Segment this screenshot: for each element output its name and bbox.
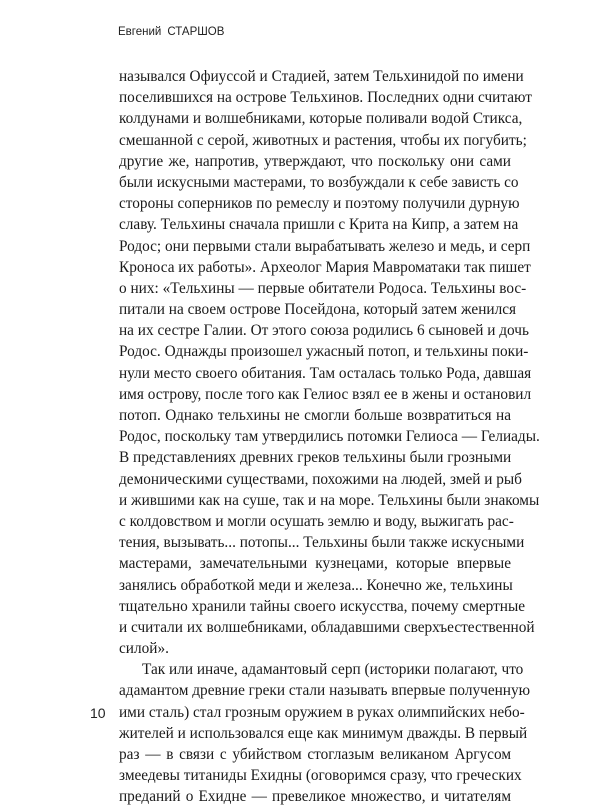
text-line: тщательно хранили тайны своего искусства, почему смертные	[119, 597, 526, 615]
text-line: В представлениях древних греков тельхины были грозными	[119, 449, 512, 467]
text-line: Родос; они первыми стали вырабатывать железо и медь, и серп	[119, 237, 531, 255]
text-line: поселившихся на острове Тельхинов. Последних одни считают	[119, 89, 532, 107]
text-line: и жившими как на суше, так и на море. Тельхины были знакомы	[119, 491, 540, 509]
text-line: колдунами и волшебниками, которые поливали водой Стикса,	[119, 110, 523, 128]
text-line: назывался Офиуссой и Стадией, затем Тельхинидой по имени	[119, 68, 524, 85]
text-line: о них: «Тельхины — первые обитатели Родоса. Тельхины вос-	[119, 279, 527, 297]
text-line: были искусными мастерами, то возбуждали к себе зависть со	[119, 173, 519, 191]
text-line: другие же, напротив, утверждают, что поскольку они сами	[119, 152, 511, 170]
text-line: питали на своем острове Посейдона, который затем женился	[119, 301, 517, 319]
text-line: на их сестре Галии. От этого союза родились 6 сыновей и дочь	[119, 322, 529, 340]
text-line: Так или иначе, адамантовый серп (историки полагают, что	[142, 661, 524, 679]
text-line: и считали их волшебниками, обладавшими сверхъестественной	[119, 618, 535, 636]
author-name: Евгений	[118, 26, 162, 38]
body-text	[119, 66, 540, 808]
text-line: преданий о Ехидне — превеликое множество, и читателям	[119, 788, 511, 806]
text-line: стороны соперников по ремеслу и поэтому получили дурную	[119, 195, 520, 213]
author-surname: СТАРШОВ	[167, 26, 225, 38]
text-line: змеедевы титаниды Ехидны (оговоримся сразу, что греческих	[119, 767, 522, 785]
text-line: занялись обработкой меди и железа... Конечно же, тельхины	[119, 576, 513, 594]
text-line: мастерами, замечательными кузнецами, которые впервые	[119, 555, 511, 573]
text-line: тения, вызывать... потопы... Тельхины были также искусными	[119, 534, 525, 552]
text-line: адамантом древние греки стали называть впервые полученную	[119, 682, 531, 700]
text-line: нули место своего обитания. Там осталась только Рода, давшая	[119, 364, 532, 382]
page-number: 10	[90, 705, 106, 721]
text-line: жителей и использовался еще как минимум дважды. В первый	[119, 724, 528, 742]
text-line: демоническими существами, похожими на людей, змей и рыб	[119, 470, 522, 488]
text-line: с колдовством и могли осушать землю и воду, выжигать рас-	[119, 512, 514, 530]
text-line: смешанной с серой, животных и растения, чтобы их погубить;	[119, 131, 527, 149]
text-line: славу. Тельхины сначала пришли с Крита на Кипр, а затем на	[119, 216, 519, 234]
text-line: силой».	[119, 640, 169, 658]
running-head	[118, 26, 224, 38]
text-line: потоп. Однако тельхины не смогли больше возвратиться на	[119, 407, 511, 424]
text-line: Родос, поскольку там утвердились потомки Гелиоса — Гелиады.	[119, 428, 540, 446]
text-line: имя острову, после того как Гелиос взял ее в жены и остановил	[119, 385, 532, 403]
text-line: Родос. Однажды произошел ужасный потоп, и тельхины поки-	[119, 343, 529, 361]
text-line: раз — в связи с убийством стоглазым великаном Аргусом	[119, 746, 511, 763]
text-line: Кроноса их работы». Археолог Мария Мавроматаки так пишет	[119, 258, 531, 276]
text-line: ими сталь) стал грозным оружием в руках олимпийских небо-	[119, 703, 525, 721]
